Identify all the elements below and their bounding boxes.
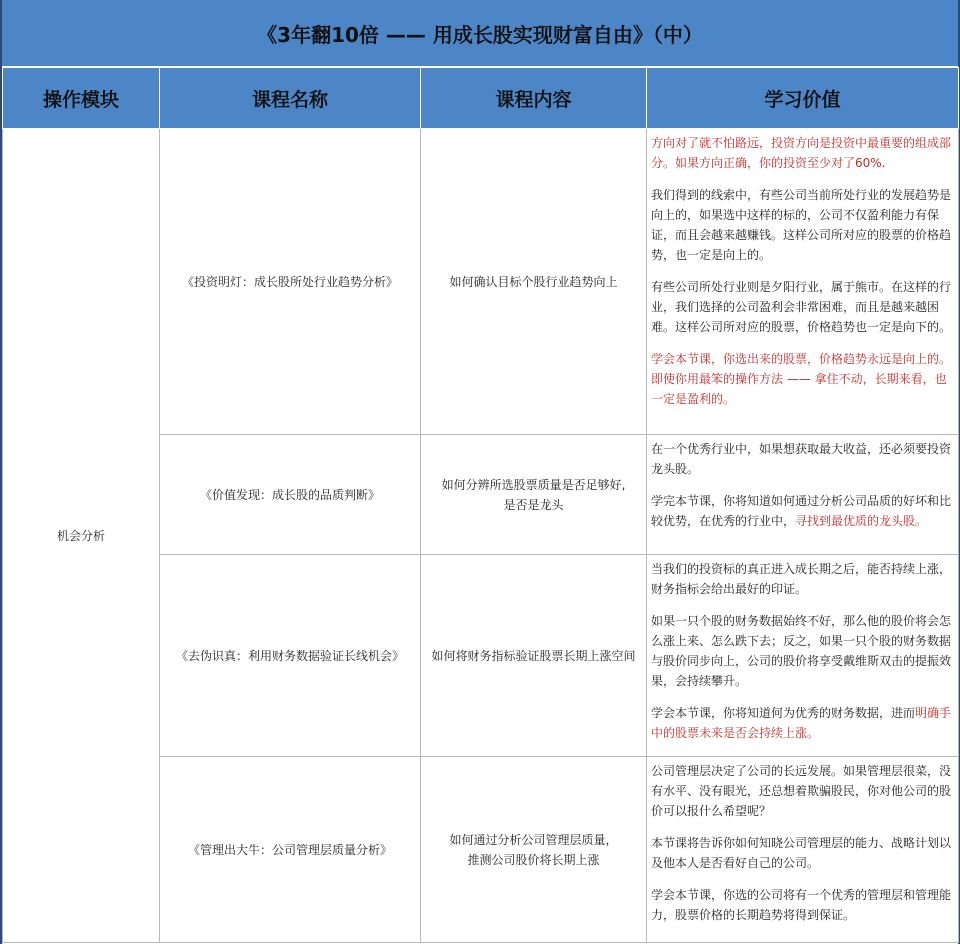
course-content-line: 推测公司股价将长期上涨 — [467, 852, 600, 867]
course-content-line: 如何通过分析公司管理层质量， — [449, 832, 618, 847]
course-name-cell: 《价值发现：成长股的品质判断》 — [160, 435, 421, 555]
value-text: 学会本节课，你将知道何为优秀的财务数据，进而 — [651, 706, 916, 720]
value-paragraph — [651, 491, 955, 531]
value-cell — [647, 435, 959, 555]
header-module: 操作模块 — [3, 68, 160, 129]
value-cell — [647, 129, 959, 435]
value-paragraph: 有些公司所处行业则是夕阳行业，属于熊市。在这样的行业，我们选择的公司盈利会非常困难，而且是越来越困难。这样公司所对应的股票，价格趋势也一定是向下的。 — [651, 280, 952, 334]
value-paragraph: 在一个优秀行业中，如果想获取最大收益，还必须要投资龙头股。 — [651, 442, 952, 476]
value-paragraph: 如果一只个股的财务数据始终不好，那么他的股价将会怎么涨上来、怎么跌下去；反之，如果一只个股的财务数据与股价同步向上，公司的股价将享受戴维斯双击的提振效果，会持续攀升。 — [651, 614, 952, 688]
header-value: 学习价值 — [647, 68, 959, 129]
header-row — [3, 68, 959, 129]
course-name-cell: 《管理出大牛：公司管理层质量分析》 — [160, 757, 421, 943]
course-content-line: 是否是龙头 — [503, 497, 564, 512]
value-paragraph: 公司管理层决定了公司的长远发展。如果管理层很菜，没有水平、没有眼光，还总想着欺骗股民，你对他公司的股价可以报什么希望呢？ — [651, 764, 952, 818]
module-cell: 机会分析 — [3, 129, 160, 943]
value-cell — [647, 757, 959, 943]
value-paragraph: 学会本节课，你选的公司将有一个优秀的管理层和管理能力，股票价格的长期趋势将得到保证。 — [651, 888, 952, 922]
header-course-content: 课程内容 — [421, 68, 647, 129]
value-text: 学完本节课，你将知道如何通过分析公司品质的好坏和比较优势，在优秀的行业中， — [651, 494, 952, 528]
value-paragraph: 方向对了就不怕路远，投资方向是投资中最重要的组成部分。如果方向正确，你的投资至少对了60%. — [651, 136, 952, 170]
course-content-cell: 如何确认目标个股行业趋势向上 — [421, 129, 647, 435]
course-content-cell: 如何将财务指标验证股票长期上涨空间 — [421, 555, 647, 757]
course-name-cell: 《去伪识真：利用财务数据验证长线机会》 — [160, 555, 421, 757]
value-paragraph: 我们得到的线索中，有些公司当前所处行业的发展趋势是向上的，如果选中这样的标的，公司不仅盈利能力有保证，而且会越来越赚钱。这样公司所对应的股票的价格趋势，也一定是向上的。 — [651, 188, 952, 262]
value-paragraph: 本节课将告诉你如何知晓公司管理层的能力、战略计划以及他本人是否看好自己的公司。 — [651, 836, 952, 870]
course-content-line: 如何分辨所选股票质量是否足够好, — [441, 477, 626, 492]
value-highlight: 明确手中的股票未来是否会持续上涨。 — [651, 706, 952, 740]
course-name-cell: 《投资明灯：成长股所处行业趋势分析》 — [160, 129, 421, 435]
table-row — [3, 129, 959, 435]
course-table — [2, 67, 959, 943]
value-paragraph: 当我们的投资标的真正进入成长期之后，能否持续上涨，财务指标会给出最好的印证。 — [651, 562, 952, 596]
header-course-name: 课程名称 — [160, 68, 421, 129]
value-paragraph: 学会本节课，你选出来的股票，价格趋势永远是向上的。即使你用最笨的操作方法 —— 拿住不动，长期来看，也一定是盈利的。 — [651, 352, 952, 406]
value-paragraph — [651, 703, 955, 743]
value-highlight: 寻找到最优质的龙头股。 — [795, 514, 928, 528]
course-content-cell — [421, 757, 647, 943]
course-content-cell — [421, 435, 647, 555]
sheet-title: 《3年翻10倍 —— 用成长股实现财富自由》（中） — [2, 0, 958, 67]
value-cell — [647, 555, 959, 757]
